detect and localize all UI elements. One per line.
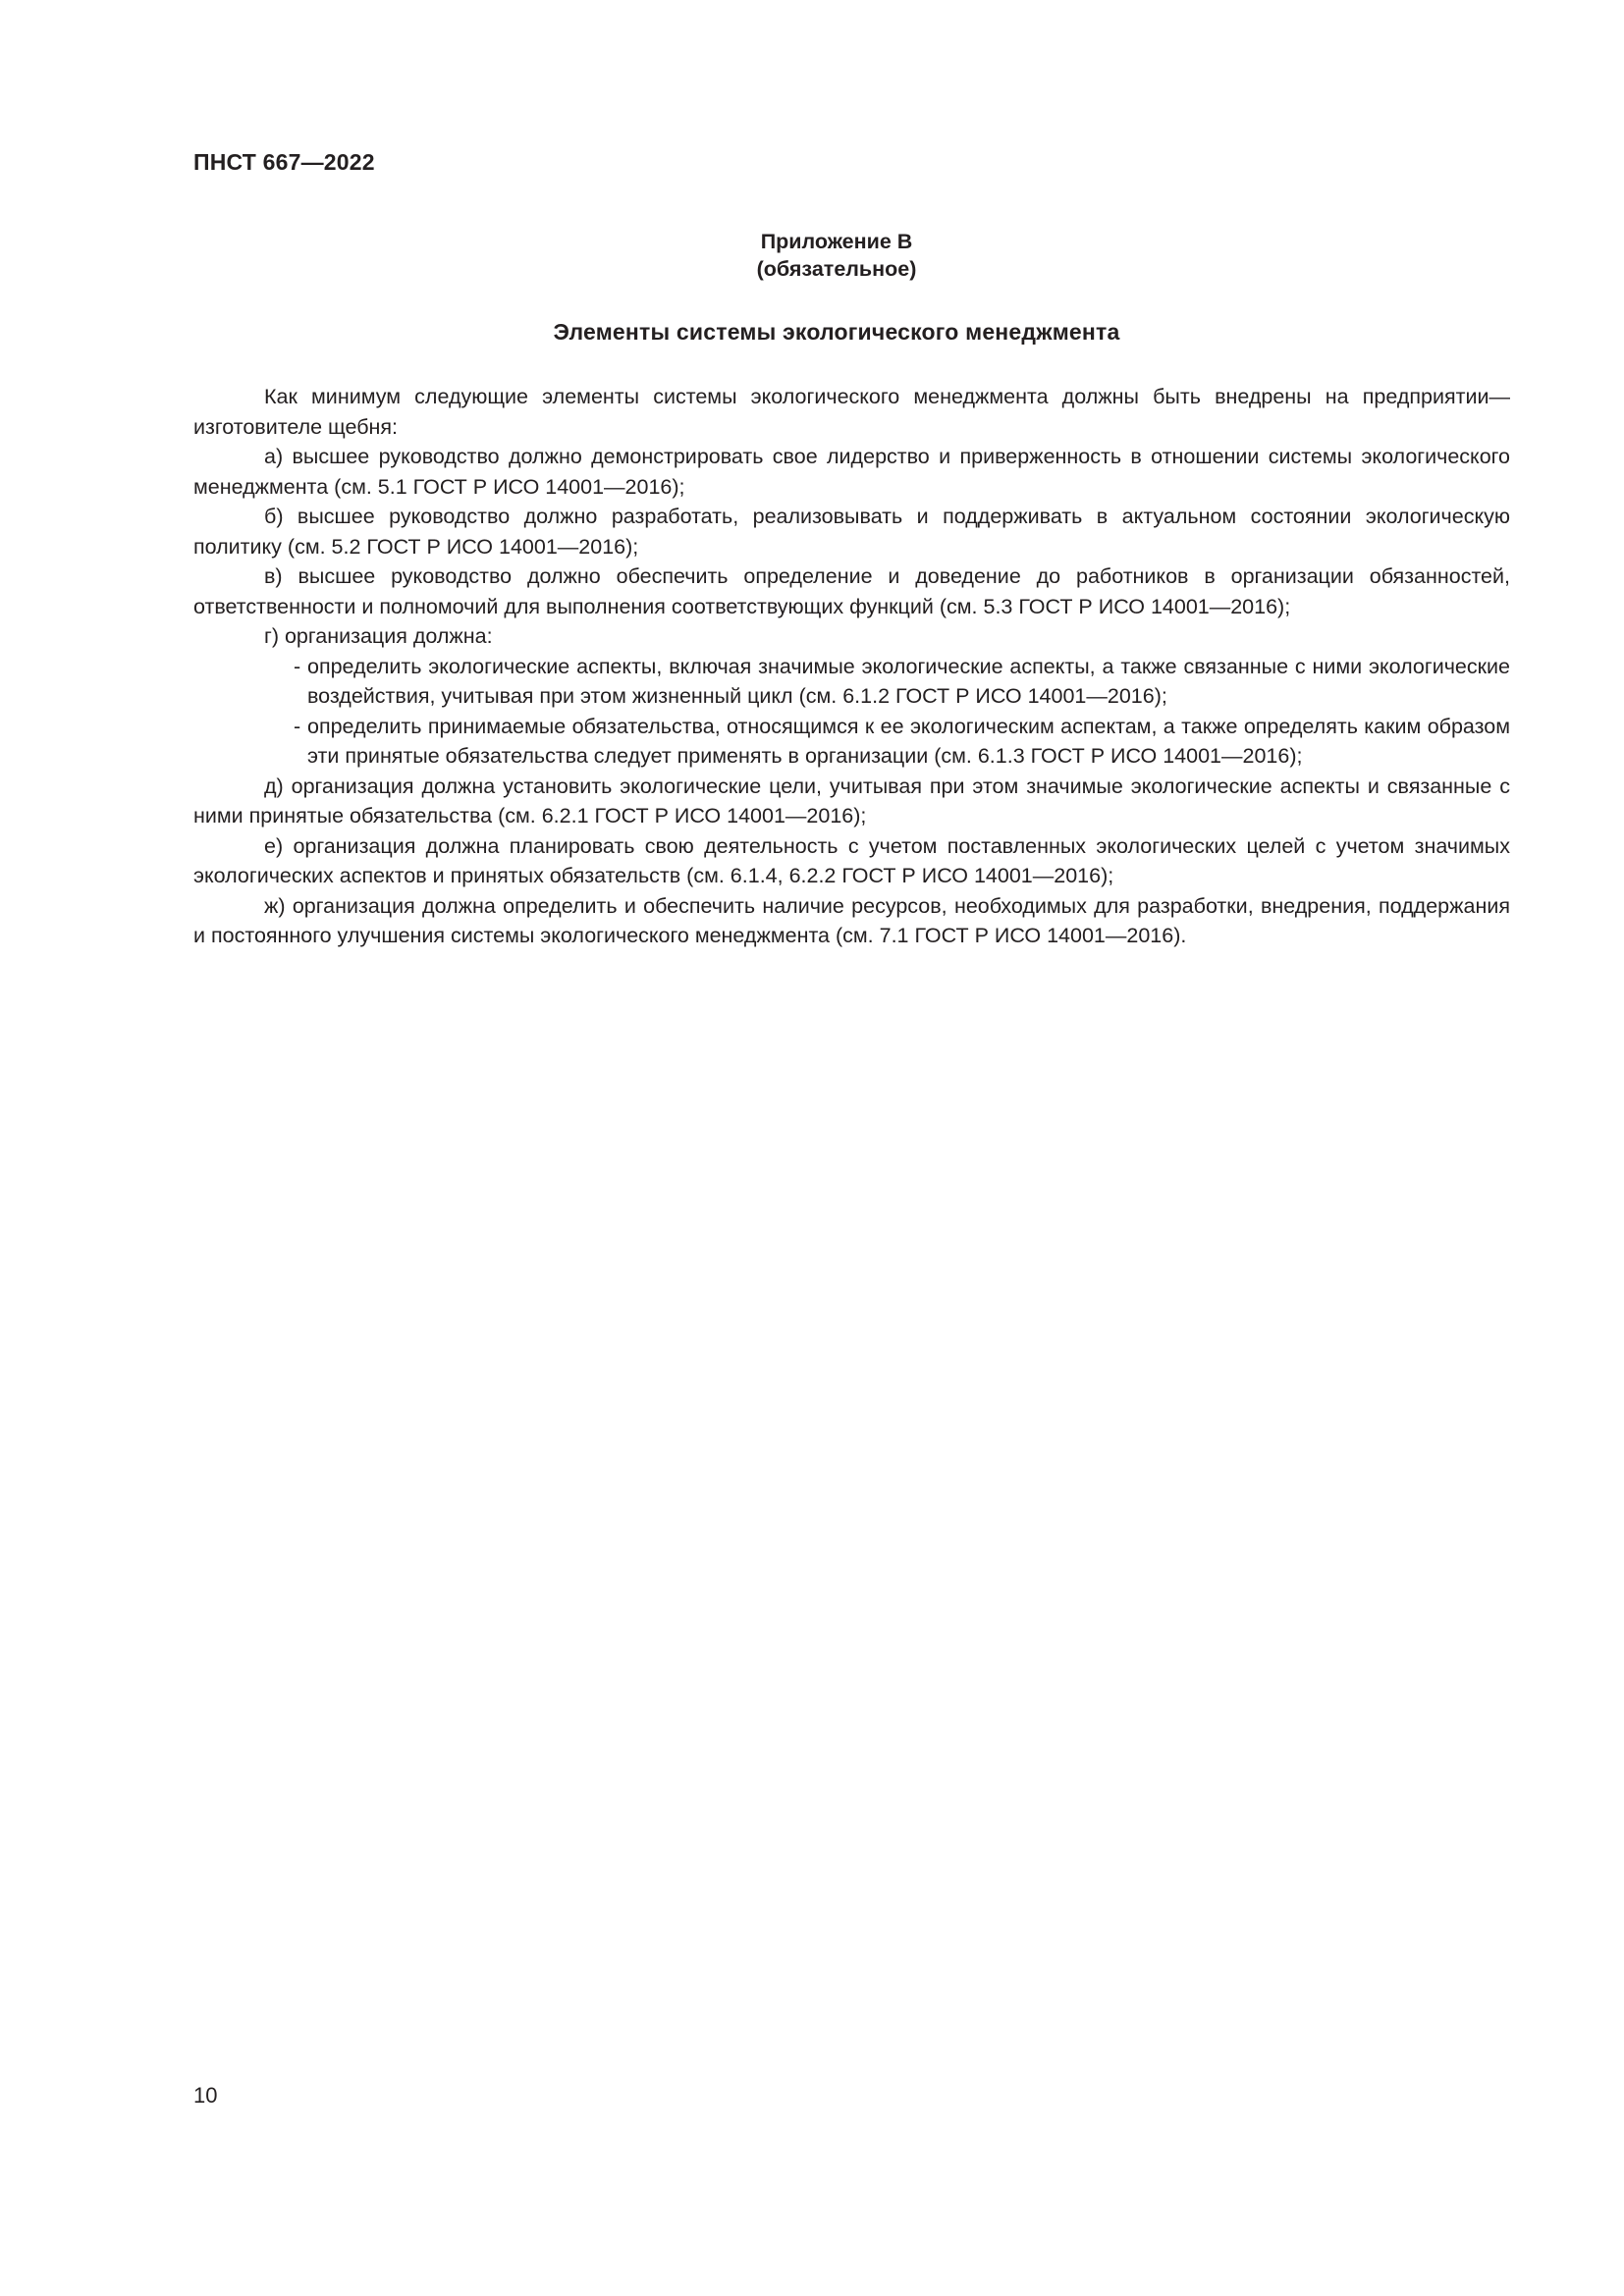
appendix-title: Приложение В — [760, 230, 913, 253]
list-item-e: е) организация должна планировать свою деятельность с учетом поставленных экологических целей с учетом значимых экологических аспектов и принятых обязательств (см. 6.1.4, 6.2.2 ГОСТ Р ИСО 14001—2016); — [193, 833, 1510, 887]
page-number: 10 — [193, 2083, 218, 2108]
document-code: ПНСТ 667—2022 — [193, 149, 375, 175]
list-item-d: д) организация должна установить экологические цели, учитывая при этом значимые экологические аспекты и связанные с ними принятые обязательства (см. 6.2.1 ГОСТ Р ИСО 14001—2016); — [193, 774, 1510, 828]
list-item-zh: ж) организация должна определить и обеспечить наличие ресурсов, необходимых для разработки, внедрения, поддержания и постоянного улучшения системы экологического менеджмента (см. 7.1 ГОСТ Р ИСО 14001—2016). — [193, 893, 1510, 947]
list-item-v: в) высшее руководство должно обеспечить определение и доведение до работников в организации обязанностей, ответственности и полномочий для выполнения соответствующих функций (см. 5.3 ГОСТ Р ИСО 14001—2016); — [193, 564, 1510, 618]
sub-list-item — [294, 652, 1510, 712]
sub-list-item-text: определить принимаемые обязательства, относящимся к ее экологическим аспектам, а также определять каким образом эти принятые обязательства следует применять в организации (см. 6.1.3 ГОСТ Р ИСО 14001—2016); — [307, 714, 1510, 768]
list-item-b: б) высшее руководство должно разработать, реализовывать и поддерживать в актуальном состоянии экологическую политику (см. 5.2 ГОСТ Р ИСО 14001—2016); — [193, 505, 1510, 559]
body-text — [193, 382, 1510, 951]
dash-marker: - — [294, 654, 301, 678]
intro-paragraph: Как минимум следующие элементы системы экологического менеджмента должны быть внедрены на предприятии—изготовителе щебня: — [193, 385, 1510, 439]
list-item-a: а) высшее руководство должно демонстрировать свое лидерство и приверженность в отношении системы экологического менеджмента (см. 5.1 ГОСТ Р ИСО 14001—2016); — [193, 445, 1510, 499]
appendix-status: (обязательное) — [756, 257, 917, 281]
sub-list — [193, 652, 1510, 772]
appendix-heading — [193, 228, 1480, 283]
dash-marker: - — [294, 714, 301, 738]
section-title: Элементы системы экологического менеджмента — [553, 319, 1120, 345]
sub-list-item-text: определить экологические аспекты, включая значимые экологические аспекты, а также связанные с ними экологические воздействия, учитывая при этом жизненный цикл (см. 6.1.2 ГОСТ Р ИСО 14001—2016); — [307, 654, 1510, 708]
sub-list-item — [294, 712, 1510, 772]
list-item-g: г) организация должна: — [264, 624, 493, 648]
